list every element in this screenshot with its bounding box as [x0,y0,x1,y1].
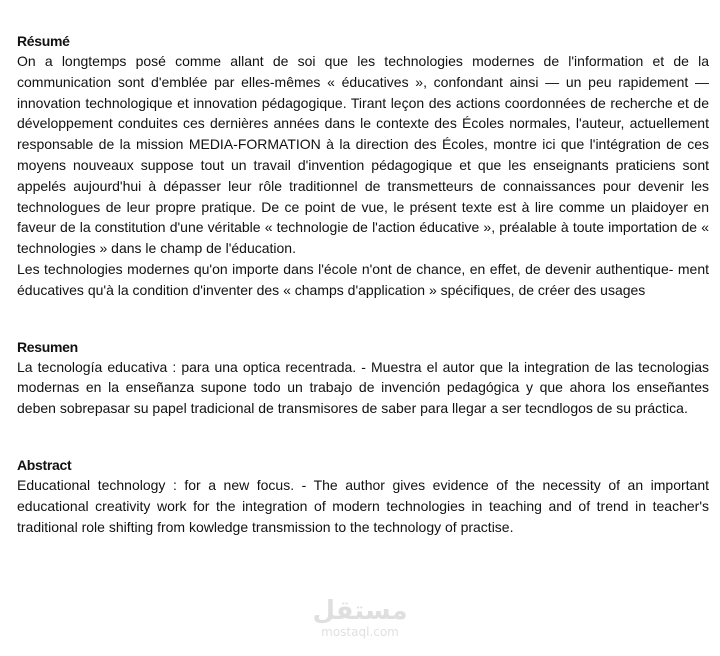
abstract-heading: Abstract [17,456,72,473]
resume-heading: Résumé [17,33,70,49]
resumen-heading: Resumen [17,338,78,355]
resume-section [17,31,709,301]
abstract-section [17,455,709,537]
watermark [305,597,415,643]
watermark-logo: مستقل [312,596,408,626]
document-page [17,31,709,537]
resumen-section [17,337,709,419]
resumen-paragraph: La tecnología educativa : para una optica recentrada. - Muestra el autor que la integration de las tecnologias modernas en la enseñanza supone todo un trabajo de invención pedagógica y que ahora los enseñantes deben sobrepasar su papel tradicional de transmisores de saber para llegar a ser tecndlogos de su práctica. [17,358,709,417]
abstract-paragraph: Educational technology : for a new focus. - The author gives evidence of the necessity of an important educational creativity work for the integration of modern technologies in teaching and of trend in teacher's traditional role shifting from kowledge transmission to the technology of practise. [17,476,709,535]
resume-paragraph-1: On a longtemps posé comme allant de soi que les technologies modernes de l'information et de la communication sont d'emblée par elles-mêmes « éducatives », confondant ainsi — un peu rapidement — innovation technologique et innovation pédagogique. Tirant leçon des actions coordonnées de recherche et de développement conduites ces dernières années dans le contexte des Écoles normales, l'auteur, actuellement responsable de la mission MEDIA-FORMATION à la direction des Écoles, montre ici que l'intégration de ces moyens nouveaux suppose tout un travail d'invention pédagogique et que les enseignants praticiens sont appelés aujourd'hui à dépasser leur rôle traditionnel de transmetteurs de connaissances pour devenir les technologues de leur propre pratique. De ce point de vue, le présent texte est à lire comme un plaidoyer en faveur de la constitution d'une véritable « technologie de l'action éducative », préalable à toute importation de « technologies » dans le champ de l'éducation. [17,53,709,257]
resume-paragraph-2: Les technologies modernes qu'on importe dans l'école n'ont de chance, en effet, de devenir authentique- ment éducatives qu'à la condition d'inventer des « champs d'application » spécifiques, de créer des usages [17,260,709,298]
watermark-site: mostaql.com [321,625,399,639]
